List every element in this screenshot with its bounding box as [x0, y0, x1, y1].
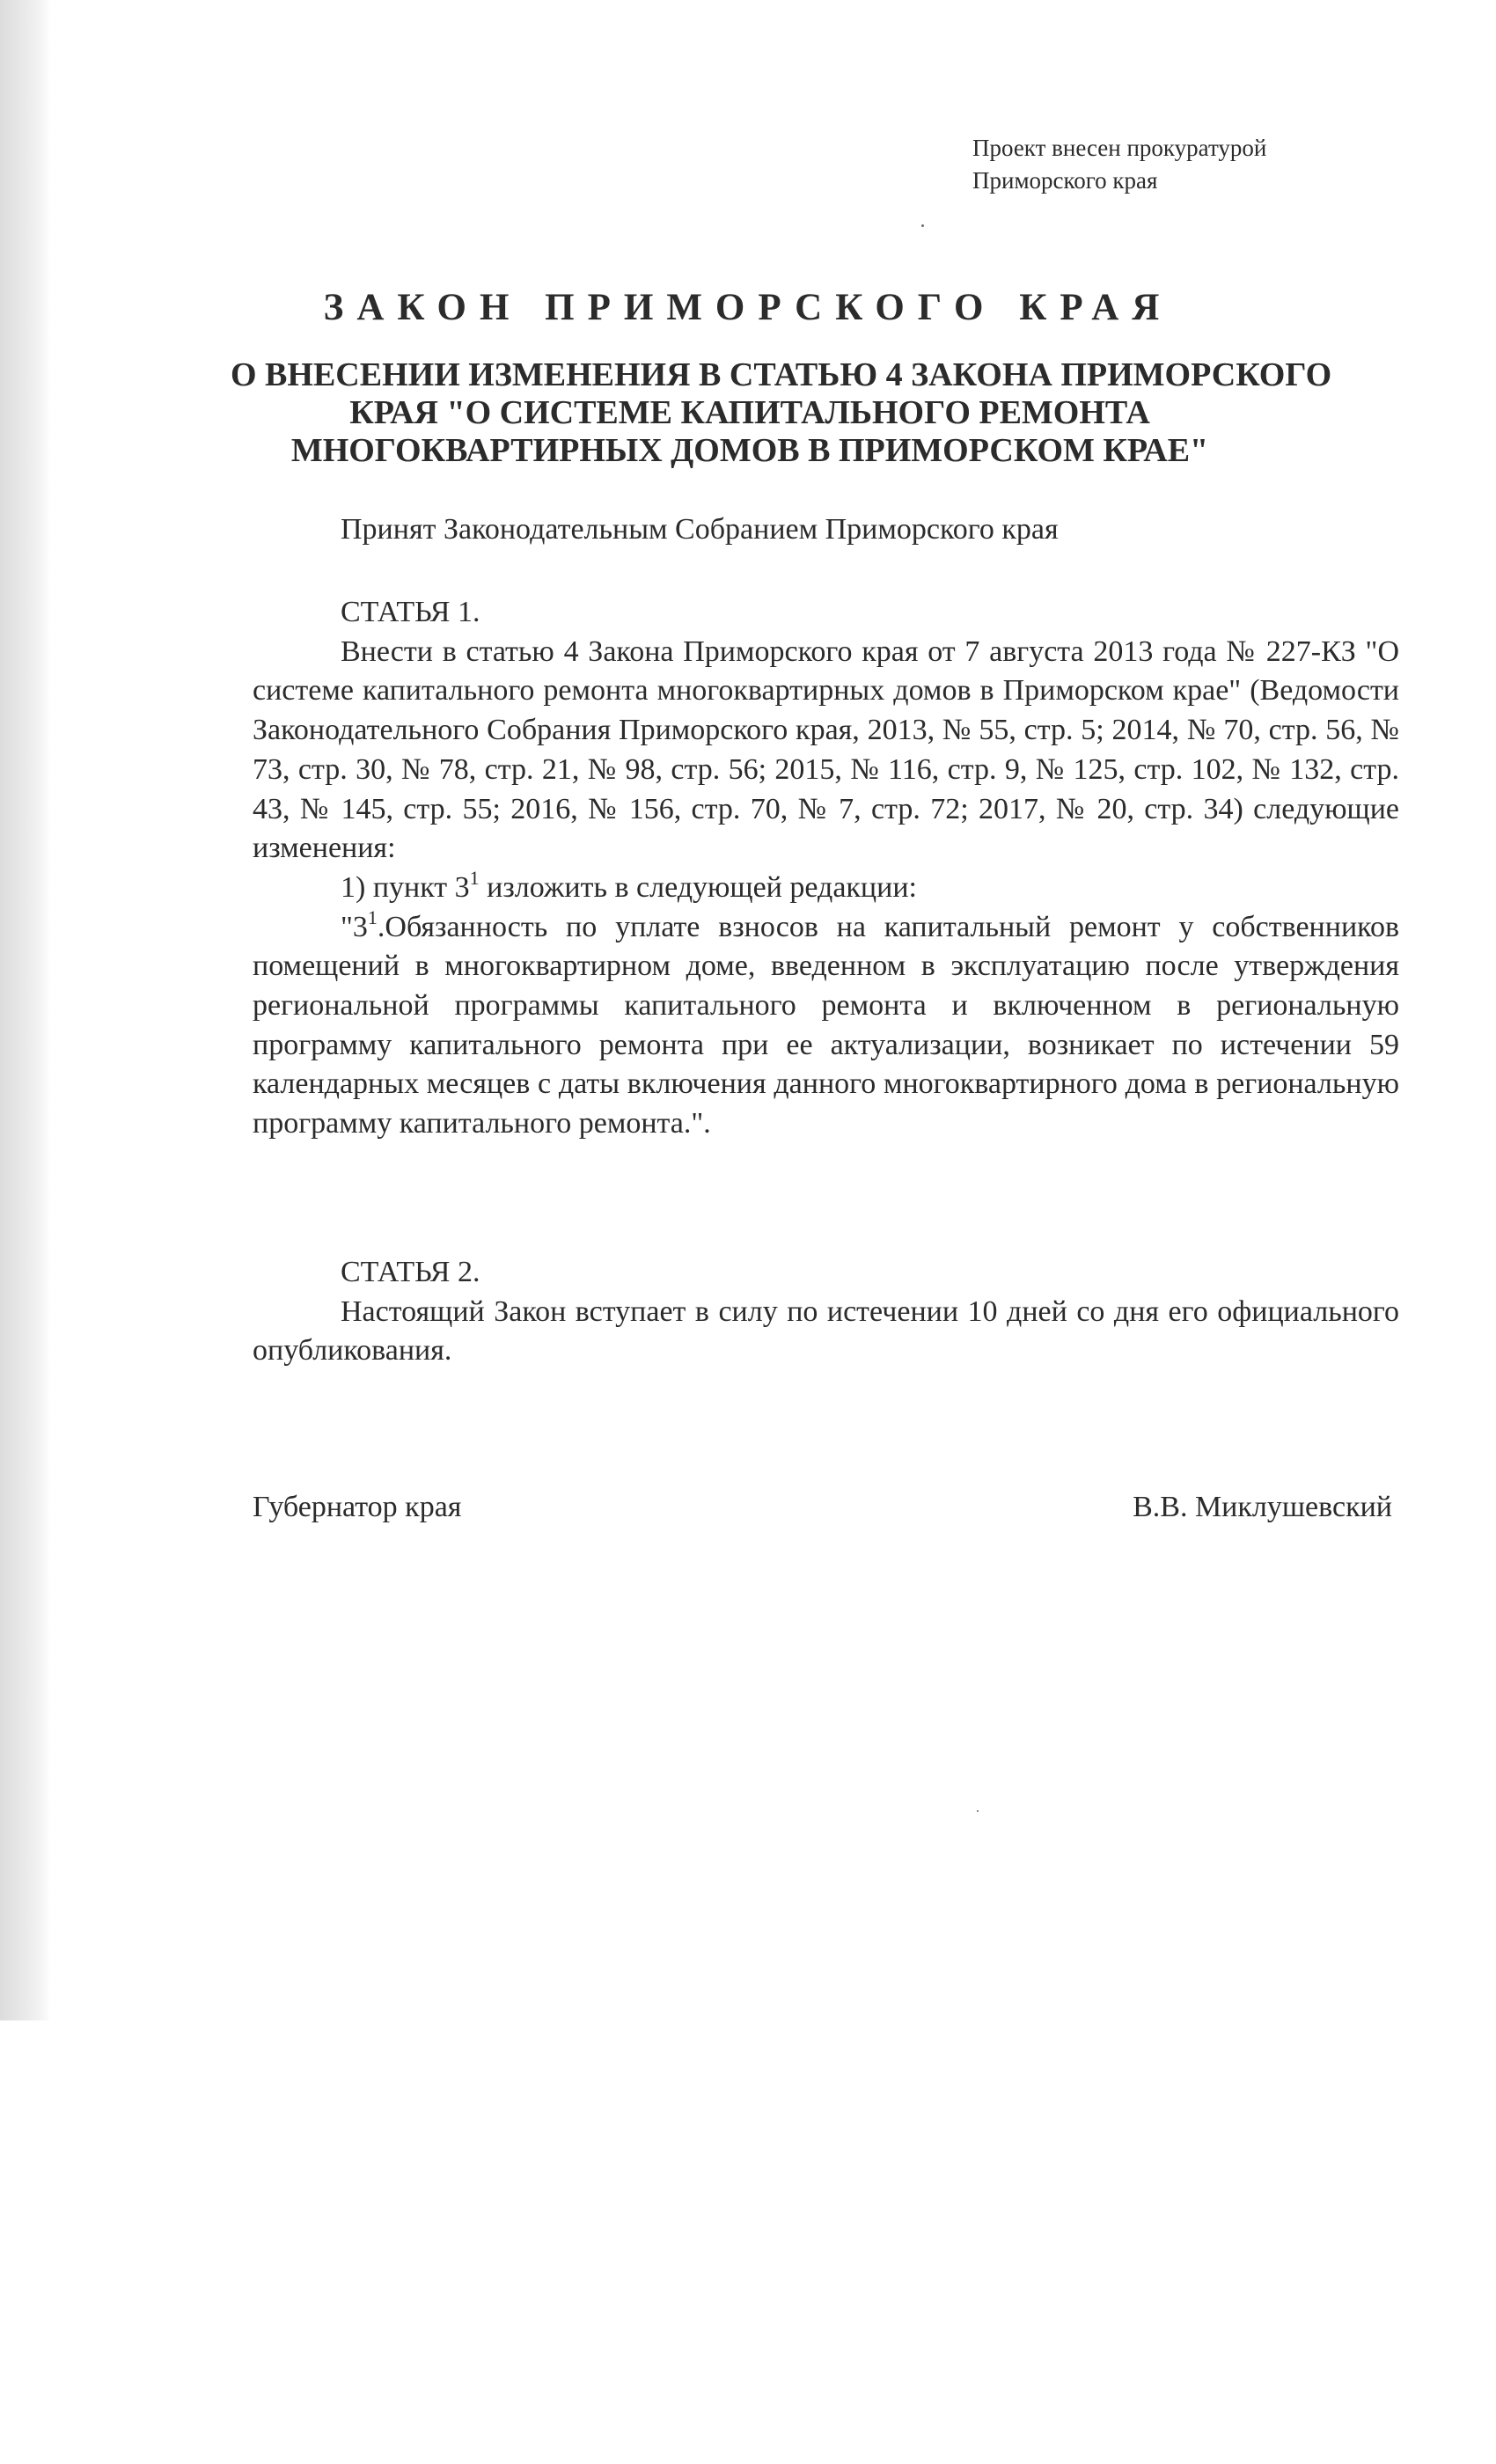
article-2-heading: СТАТЬЯ 2. [341, 1256, 480, 1288]
article-1-intro: Внести в статью 4 Закона Приморского края от 7 августа 2013 года № 227-КЗ "О системе капитального ремонта многоквартирных домов в Приморском крае" (Ведомости Законодательного Собрания Приморского края, 2013, № 55, стр. 5; 2014, № 70, стр. 56, № 73, стр. 30, № 78, стр. 21, № 98, стр. 56; 2015, № 116, стр. 9, № 125, стр. 102, № 132, стр. 43, № 145, стр. 55; 2016, № 156, стр. 70, № 7, стр. 72; 2017, № 20, стр. 34) следующие изменения: [253, 634, 1399, 865]
scan-speck [921, 224, 924, 227]
signatory-name: В.В. Миклушевский [1133, 1491, 1392, 1523]
heading-line-3: МНОГОКВАРТИРНЫХ ДОМОВ В ПРИМОРСКОМ КРАЕ" [290, 432, 1209, 469]
new-text-body: .Обязанность по уплате взносов на капитальный ремонт у собственников помещений в многоквартирном доме, введенном в эксплуатацию после утверждения региональной программы капитального ремонта и включенном в региональную программу капитального ремонта при ее актуализации, возникает по истечении 59 календарных месяцев с даты включения данного многоквартирного дома в региональную программу капитального ремонта.". [253, 910, 1399, 1140]
submission-note-line-1: Проект внесен прокуратурой [972, 135, 1267, 161]
article-2-text: Настоящий Закон вступает в силу по истечении 10 дней со дня его официального опубликования. [253, 1294, 1399, 1368]
item-1-prefix: 1) пункт 3 [341, 870, 470, 904]
item-1-suffix: изложить в следующей редакции: [479, 870, 917, 904]
law-subject-heading [231, 356, 1332, 470]
article-1-heading: СТАТЬЯ 1. [341, 596, 480, 628]
new-text-superscript: 1 [367, 906, 378, 928]
article-1-item-1 [253, 866, 1399, 908]
item-1-superscript: 1 [469, 866, 480, 889]
new-text-prefix: "3 [341, 910, 368, 943]
scan-speck [977, 1810, 979, 1812]
law-title: ЗАКОН ПРИМОРСКОГО КРАЯ [323, 287, 1173, 328]
article-2 [253, 1253, 1399, 1371]
submission-note [972, 132, 1266, 197]
signatory-title: Губернатор края [253, 1491, 462, 1523]
article-1-new-text [253, 908, 1399, 1144]
article-1 [253, 593, 1399, 1144]
adoption-note: Принят Законодательным Собранием Приморского края [341, 513, 1059, 546]
blank-area-below-scan [0, 2020, 1496, 2464]
heading-line-2: КРАЯ "О СИСТЕМЕ КАПИТАЛЬНОГО РЕМОНТА [349, 394, 1150, 431]
scan-shadow-edge [0, 0, 51, 2020]
heading-line-1: О ВНЕСЕНИИ ИЗМЕНЕНИЯ В СТАТЬЮ 4 ЗАКОНА ПРИМОРСКОГО [231, 356, 1332, 393]
submission-note-line-2: Приморского края [972, 167, 1158, 194]
